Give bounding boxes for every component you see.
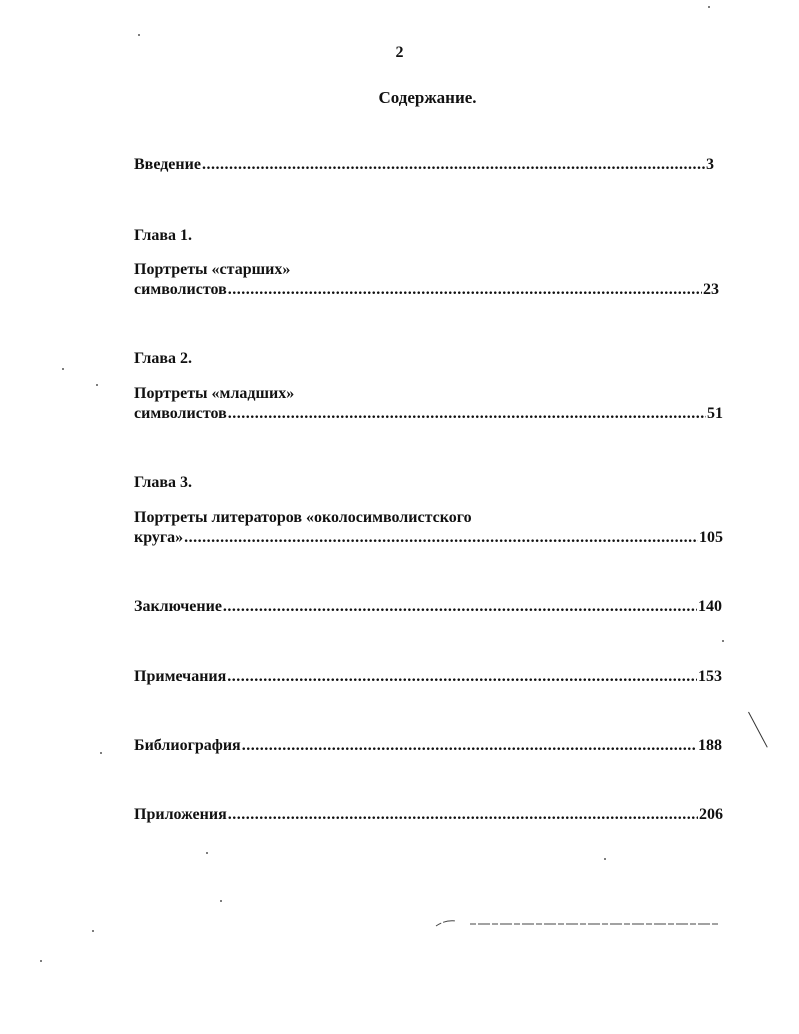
scan-speck [96,384,98,386]
toc-entry-page: 140 [698,598,722,615]
toc-entry-chapter-1[interactable] [134,281,719,299]
scan-speck [92,930,94,932]
toc-entry-page: 51 [707,405,723,422]
toc-leader-dots [227,668,697,686]
toc-entry-page: 105 [699,529,723,546]
toc-entry-label: Введение [134,156,201,173]
chapter-3-title: Портреты литераторов «околосимволистского [134,509,472,526]
toc-entry-notes[interactable] [134,668,722,686]
toc-leader-dots [242,737,697,755]
toc-leader-dots [228,405,706,423]
toc-entry-chapter-2[interactable] [134,405,723,423]
toc-entry-label: Библиография [134,737,241,754]
scan-speck [40,960,42,962]
chapter-1-title: Портреты «старших» [134,261,291,278]
toc-entry-page: 188 [698,737,722,754]
toc-entry-label: Приложения [134,806,227,823]
scan-speck [604,858,606,860]
toc-leader-dots [202,156,705,174]
toc-entry-introduction[interactable] [134,156,714,174]
scan-underline-mark [430,912,730,936]
scan-speck [100,752,102,754]
scan-speck [206,852,208,854]
toc-entry-bibliography[interactable] [134,737,722,755]
scan-stroke [748,712,768,748]
page-number: 2 [395,44,404,61]
toc-leader-dots [184,529,698,547]
toc-entry-page: 153 [698,668,722,685]
toc-entry-page: 23 [703,281,719,298]
toc-entry-label: Примечания [134,668,227,685]
toc-entry-chapter-3[interactable] [134,529,723,547]
scan-speck [220,900,222,902]
toc-entry-page: 206 [699,806,723,823]
page-title: Содержание. [378,88,477,107]
toc-entry-appendices[interactable] [134,806,723,824]
toc-entry-label: символистов [134,281,227,298]
scan-speck [708,6,710,8]
chapter-3-heading: Глава 3. [134,474,192,491]
toc-entry-label: Заключение [134,598,222,615]
scan-speck [722,640,724,642]
toc-leader-dots [228,281,702,299]
scan-speck [138,34,140,36]
toc-entry-conclusion[interactable] [134,598,722,616]
toc-entry-label: круга» [134,529,184,546]
chapter-2-title: Портреты «младших» [134,385,295,402]
toc-leader-dots [228,806,698,824]
scan-speck [62,368,64,370]
chapter-1-heading: Глава 1. [134,227,192,244]
chapter-2-heading: Глава 2. [134,350,192,367]
toc-entry-label: символистов [134,405,227,422]
toc-leader-dots [223,598,697,616]
toc-entry-page: 3 [706,156,714,173]
